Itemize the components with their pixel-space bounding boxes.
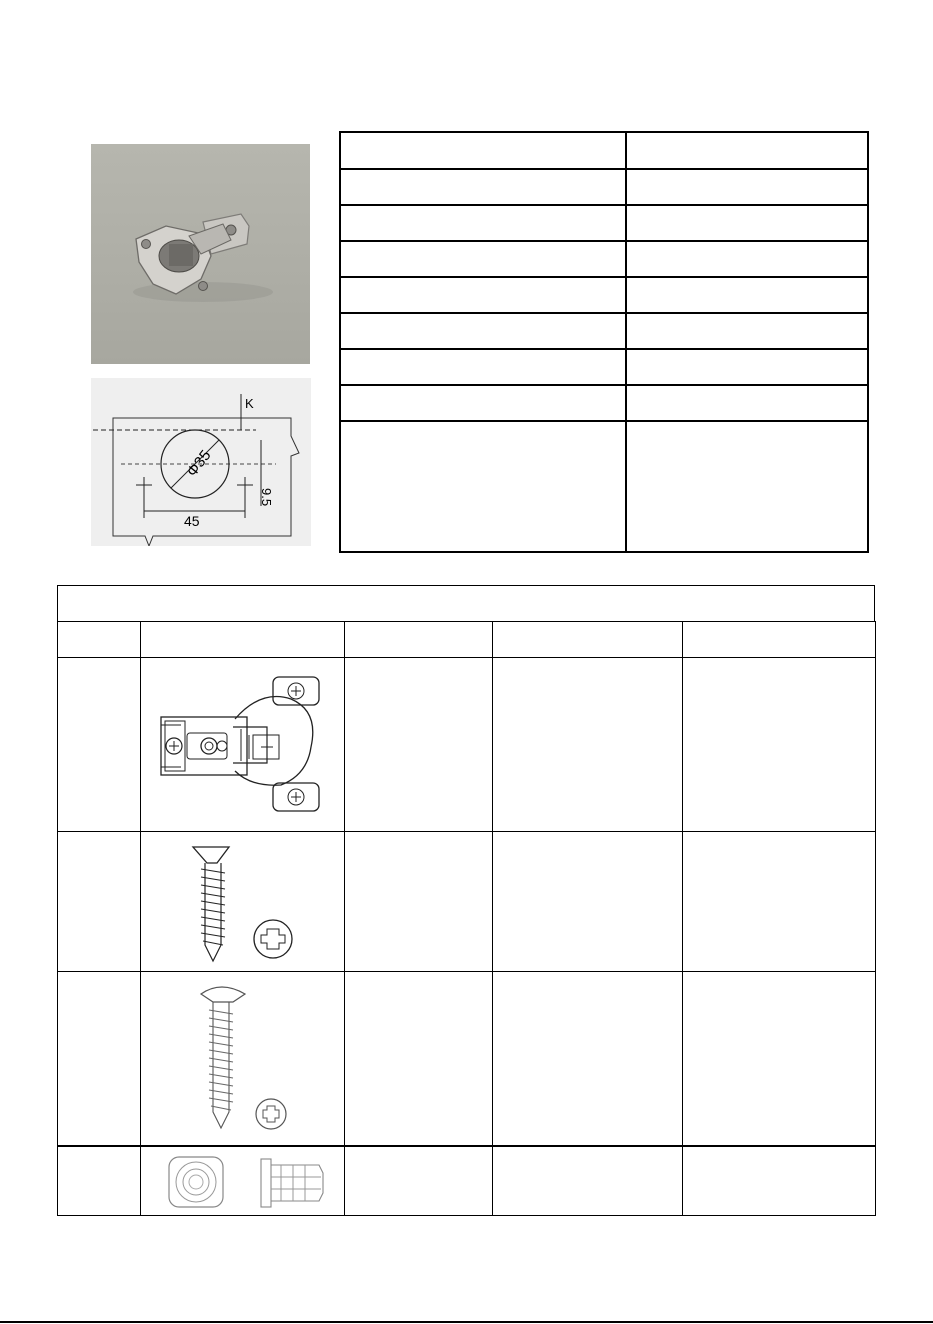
header-cell (345, 622, 493, 658)
spec-table (339, 131, 869, 553)
hinge-plan-icon (141, 659, 345, 831)
table-row (340, 169, 868, 205)
spec-value (626, 241, 868, 277)
spec-value (626, 421, 868, 552)
header-cell (141, 622, 345, 658)
part-cell (345, 658, 493, 832)
table-row (58, 972, 876, 1146)
spec-label (340, 132, 626, 169)
part-cell (58, 972, 141, 1146)
spec-label (340, 241, 626, 277)
table-row (340, 132, 868, 169)
spec-value (626, 132, 868, 169)
table-row (58, 832, 876, 972)
part-image-cell (141, 658, 345, 832)
part-image-cell (141, 1146, 345, 1216)
table-row (340, 313, 868, 349)
part-image-cell (141, 972, 345, 1146)
part-cell (58, 832, 141, 972)
countersunk-screw-icon (141, 833, 345, 971)
hinge-photo (91, 144, 310, 364)
part-cell (58, 658, 141, 832)
drilling-diagram (91, 378, 311, 546)
spec-label (340, 169, 626, 205)
table-row (340, 205, 868, 241)
spec-value (626, 205, 868, 241)
header-cell (683, 622, 876, 658)
part-cell (493, 832, 683, 972)
spec-label (340, 205, 626, 241)
spec-value (626, 313, 868, 349)
k-label: K (245, 396, 254, 411)
table-row (340, 385, 868, 421)
offset-label: 9.5 (259, 488, 274, 507)
part-cell (683, 832, 876, 972)
hinge-photo-icon (91, 144, 310, 364)
spec-label (340, 277, 626, 313)
header-cell (493, 622, 683, 658)
part-cell (345, 972, 493, 1146)
spec-value (626, 277, 868, 313)
part-cell (683, 658, 876, 832)
spec-label (340, 421, 626, 552)
diameter-label: Φ35 (183, 447, 215, 481)
table-row (340, 421, 868, 552)
footer-rule (0, 1321, 933, 1323)
parts-table (57, 621, 876, 1216)
part-cell (683, 1146, 876, 1216)
part-cell (493, 1146, 683, 1216)
table-row (340, 241, 868, 277)
part-cell (58, 1146, 141, 1216)
table-row (340, 277, 868, 313)
part-cell (493, 972, 683, 1146)
spacing-label: 45 (184, 513, 200, 529)
part-cell (345, 832, 493, 972)
part-cell (493, 658, 683, 832)
spec-value (626, 349, 868, 385)
parts-table-title (57, 585, 875, 622)
part-image-cell (141, 832, 345, 972)
part-cell (683, 972, 876, 1146)
spec-value (626, 385, 868, 421)
spec-value (626, 169, 868, 205)
table-row (340, 349, 868, 385)
table-row (58, 1146, 876, 1216)
dowel-insert-icon (141, 1147, 345, 1215)
oval-head-screw-icon (141, 972, 345, 1144)
header-cell (58, 622, 141, 658)
spec-label (340, 349, 626, 385)
spec-label (340, 385, 626, 421)
table-row (58, 658, 876, 832)
spec-label (340, 313, 626, 349)
part-cell (345, 1146, 493, 1216)
parts-header-row (58, 622, 876, 658)
